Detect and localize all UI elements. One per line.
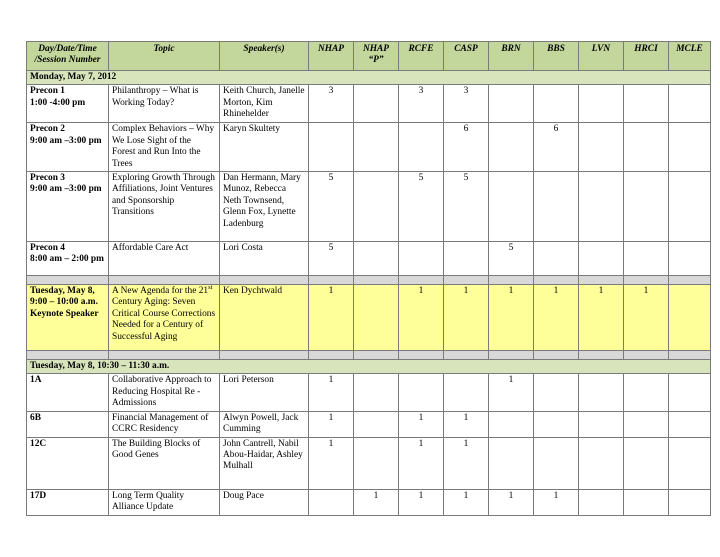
separator-cell bbox=[624, 351, 669, 360]
credit-cell bbox=[534, 437, 579, 489]
speakers-cell: Lori Costa bbox=[220, 242, 309, 276]
section-label: Monday, May 7, 2012 bbox=[27, 71, 711, 85]
topic-cell: The Building Blocks of Good Genes bbox=[109, 437, 220, 489]
credit-cell bbox=[489, 85, 534, 123]
session-cell bbox=[27, 489, 109, 515]
credit-cell bbox=[489, 123, 534, 172]
credit-cell bbox=[579, 242, 624, 276]
separator-cell bbox=[489, 276, 534, 285]
col-header-nhap-p: NHAP “P” bbox=[354, 42, 399, 71]
table-row bbox=[27, 242, 711, 276]
credit-cell bbox=[399, 242, 444, 276]
section-row bbox=[27, 360, 711, 374]
credit-cell bbox=[534, 242, 579, 276]
credit-cell bbox=[354, 123, 399, 172]
session-cell bbox=[27, 374, 109, 411]
credit-cell bbox=[579, 437, 624, 489]
topic-cell: Collaborative Approach to Reducing Hospital Re -Admissions bbox=[109, 374, 220, 411]
col-header-mcle: MCLE bbox=[669, 42, 711, 71]
topic-cell: A New Agenda for the 21st Century Aging: Seven Critical Course Corrections Needed for a Century of Successful Aging bbox=[109, 285, 220, 351]
credit-cell: 1 bbox=[624, 285, 669, 351]
session-text: 12C bbox=[30, 438, 47, 449]
speakers-cell: Lori Peterson bbox=[220, 374, 309, 411]
credit-cell: 1 bbox=[309, 437, 354, 489]
credit-cell: 1 bbox=[489, 489, 534, 515]
credit-cell bbox=[534, 85, 579, 123]
credit-cell: 5 bbox=[399, 172, 444, 242]
col-header-casp: CASP bbox=[444, 42, 489, 71]
col-header-speakers: Speaker(s) bbox=[220, 42, 309, 71]
separator-cell bbox=[109, 351, 220, 360]
separator-cell bbox=[579, 351, 624, 360]
speakers-cell: Ken Dychtwald bbox=[220, 285, 309, 351]
separator-cell bbox=[669, 351, 711, 360]
topic-cell: Affordable Care Act bbox=[109, 242, 220, 276]
col-header-rcfe: RCFE bbox=[399, 42, 444, 71]
separator-cell bbox=[27, 351, 109, 360]
session-cell bbox=[27, 242, 109, 276]
credit-cell bbox=[669, 437, 711, 489]
topic-cell: Philanthropy – What is Working Today? bbox=[109, 85, 220, 123]
credit-cell: 5 bbox=[444, 172, 489, 242]
section-label: Tuesday, May 8, 10:30 – 11:30 a.m. bbox=[27, 360, 711, 374]
session-text: Precon 4 bbox=[30, 243, 65, 254]
topic-cell: Financial Management of CCRC Residency bbox=[109, 411, 220, 437]
credit-cell: 1 bbox=[399, 437, 444, 489]
credit-cell bbox=[354, 374, 399, 411]
session-cell bbox=[27, 437, 109, 489]
topic-cell: Exploring Growth Through Affiliations, Joint Ventures and Sponsorship Transitions bbox=[109, 172, 220, 242]
col-header-brn: BRN bbox=[489, 42, 534, 71]
separator-cell bbox=[669, 276, 711, 285]
ordinal-suffix: st bbox=[208, 283, 213, 291]
session-text: 17D bbox=[30, 490, 47, 501]
topic-cell: Long Term Quality Alliance Update bbox=[109, 489, 220, 515]
credit-cell bbox=[579, 172, 624, 242]
credit-cell bbox=[354, 242, 399, 276]
col-header-lvn: LVN bbox=[579, 42, 624, 71]
table-row bbox=[27, 489, 711, 515]
separator-cell bbox=[579, 276, 624, 285]
credit-cell bbox=[354, 172, 399, 242]
separator-cell bbox=[354, 351, 399, 360]
session-cell bbox=[27, 172, 109, 242]
table-row bbox=[27, 285, 711, 351]
credit-cell bbox=[354, 411, 399, 437]
credit-cell bbox=[669, 285, 711, 351]
credit-cell bbox=[579, 374, 624, 411]
col-header-topic: Topic bbox=[109, 42, 220, 71]
credit-cell: 1 bbox=[534, 489, 579, 515]
credit-cell: 1 bbox=[489, 285, 534, 351]
credit-cell bbox=[534, 172, 579, 242]
credit-cell bbox=[354, 285, 399, 351]
credit-cell bbox=[669, 123, 711, 172]
session-text: Precon 2 bbox=[30, 124, 65, 135]
credit-cell bbox=[624, 123, 669, 172]
credit-cell bbox=[669, 172, 711, 242]
table-row bbox=[27, 85, 711, 123]
table-row bbox=[27, 411, 711, 437]
session-text: Precon 1 bbox=[30, 86, 65, 97]
credit-cell: 5 bbox=[309, 172, 354, 242]
credit-cell bbox=[579, 489, 624, 515]
session-text: 8:00 am – 2:00 pm bbox=[30, 254, 104, 265]
separator-cell bbox=[309, 276, 354, 285]
session-cell bbox=[27, 411, 109, 437]
credit-cell: 3 bbox=[444, 85, 489, 123]
table-row bbox=[27, 437, 711, 489]
col-header-nhap: NHAP bbox=[309, 42, 354, 71]
credit-cell bbox=[489, 172, 534, 242]
separator-cell bbox=[109, 276, 220, 285]
credit-cell bbox=[309, 123, 354, 172]
separator-row bbox=[27, 351, 711, 360]
session-cell bbox=[27, 123, 109, 172]
credit-cell: 1 bbox=[309, 374, 354, 411]
topic-cell: Complex Behaviors – Why We Lose Sight of the Forest and Run Into the Trees bbox=[109, 123, 220, 172]
section-row bbox=[27, 71, 711, 85]
credit-cell bbox=[354, 85, 399, 123]
credit-cell bbox=[354, 437, 399, 489]
credit-cell: 1 bbox=[399, 411, 444, 437]
session-cell bbox=[27, 285, 109, 351]
session-text: 9:00 am –3:00 pm bbox=[30, 184, 102, 195]
session-text: 1A bbox=[30, 375, 42, 386]
credit-cell bbox=[579, 411, 624, 437]
table-row bbox=[27, 374, 711, 411]
credit-cell bbox=[399, 374, 444, 411]
separator-cell bbox=[444, 276, 489, 285]
credit-cell: 6 bbox=[534, 123, 579, 172]
col-header-bbs: BBS bbox=[534, 42, 579, 71]
credit-cell bbox=[624, 85, 669, 123]
credit-cell bbox=[534, 411, 579, 437]
separator-cell bbox=[489, 351, 534, 360]
credit-cell bbox=[669, 411, 711, 437]
speakers-cell: John Cantrell, Nabil Abou-Haidar, Ashley Mulhall bbox=[220, 437, 309, 489]
credit-cell: 1 bbox=[579, 285, 624, 351]
credit-cell bbox=[624, 172, 669, 242]
col-header-hrci: HRCI bbox=[624, 42, 669, 71]
separator-cell bbox=[534, 276, 579, 285]
credit-cell: 1 bbox=[444, 285, 489, 351]
credit-cell bbox=[669, 85, 711, 123]
credit-cell: 1 bbox=[399, 285, 444, 351]
credit-cell bbox=[669, 374, 711, 411]
credit-cell: 3 bbox=[399, 85, 444, 123]
speakers-cell: Alwyn Powell, Jack Cumming bbox=[220, 411, 309, 437]
credit-cell bbox=[624, 437, 669, 489]
session-text: 1:00 -4:00 pm bbox=[30, 97, 86, 108]
separator-cell bbox=[624, 276, 669, 285]
credit-cell: 1 bbox=[309, 285, 354, 351]
separator-cell bbox=[534, 351, 579, 360]
credit-cell: 1 bbox=[489, 374, 534, 411]
credit-cell: 1 bbox=[444, 489, 489, 515]
col-header-session: Day/Date/Time /Session Number bbox=[27, 42, 109, 71]
credit-cell bbox=[444, 374, 489, 411]
credit-cell bbox=[624, 242, 669, 276]
session-text: Precon 3 bbox=[30, 173, 65, 184]
schedule-table bbox=[26, 41, 711, 516]
credit-cell bbox=[624, 411, 669, 437]
separator-cell bbox=[444, 351, 489, 360]
separator-cell bbox=[354, 276, 399, 285]
credit-cell bbox=[669, 489, 711, 515]
session-text: 9:00 am –3:00 pm bbox=[30, 135, 102, 146]
credit-cell bbox=[579, 123, 624, 172]
credit-cell bbox=[669, 242, 711, 276]
credit-cell bbox=[579, 85, 624, 123]
separator-cell bbox=[27, 276, 109, 285]
credit-cell: 1 bbox=[444, 437, 489, 489]
session-cell bbox=[27, 85, 109, 123]
credit-cell: 5 bbox=[489, 242, 534, 276]
header-row bbox=[27, 42, 711, 71]
separator-row bbox=[27, 276, 711, 285]
speakers-cell: Karyn Skultety bbox=[220, 123, 309, 172]
speakers-cell: Doug Pace bbox=[220, 489, 309, 515]
table-row bbox=[27, 172, 711, 242]
credit-cell: 1 bbox=[534, 285, 579, 351]
separator-cell bbox=[309, 351, 354, 360]
separator-cell bbox=[220, 351, 309, 360]
session-text: Keynote Speaker bbox=[30, 308, 99, 319]
credit-cell: 1 bbox=[354, 489, 399, 515]
credit-cell: 5 bbox=[309, 242, 354, 276]
credit-cell: 1 bbox=[399, 489, 444, 515]
speakers-cell: Keith Church, Janelle Morton, Kim Rhinehelder bbox=[220, 85, 309, 123]
session-text: 6B bbox=[30, 412, 41, 423]
credit-cell bbox=[624, 374, 669, 411]
credit-cell: 1 bbox=[444, 411, 489, 437]
session-text: Tuesday, May 8, 9:00 – 10:00 a.m. bbox=[30, 286, 98, 308]
credit-cell: 6 bbox=[444, 123, 489, 172]
separator-cell bbox=[220, 276, 309, 285]
credit-cell: 3 bbox=[309, 85, 354, 123]
credit-cell: 1 bbox=[309, 411, 354, 437]
speakers-cell: Dan Hermann, Mary Munoz, Rebecca Neth Townsend, Glenn Fox, Lynette Ladenburg bbox=[220, 172, 309, 242]
credit-cell bbox=[444, 242, 489, 276]
credit-cell bbox=[309, 489, 354, 515]
separator-cell bbox=[399, 276, 444, 285]
credit-cell bbox=[489, 411, 534, 437]
table-row bbox=[27, 123, 711, 172]
credit-cell bbox=[534, 374, 579, 411]
credit-cell bbox=[399, 123, 444, 172]
credit-cell bbox=[624, 489, 669, 515]
separator-cell bbox=[399, 351, 444, 360]
credit-cell bbox=[489, 437, 534, 489]
